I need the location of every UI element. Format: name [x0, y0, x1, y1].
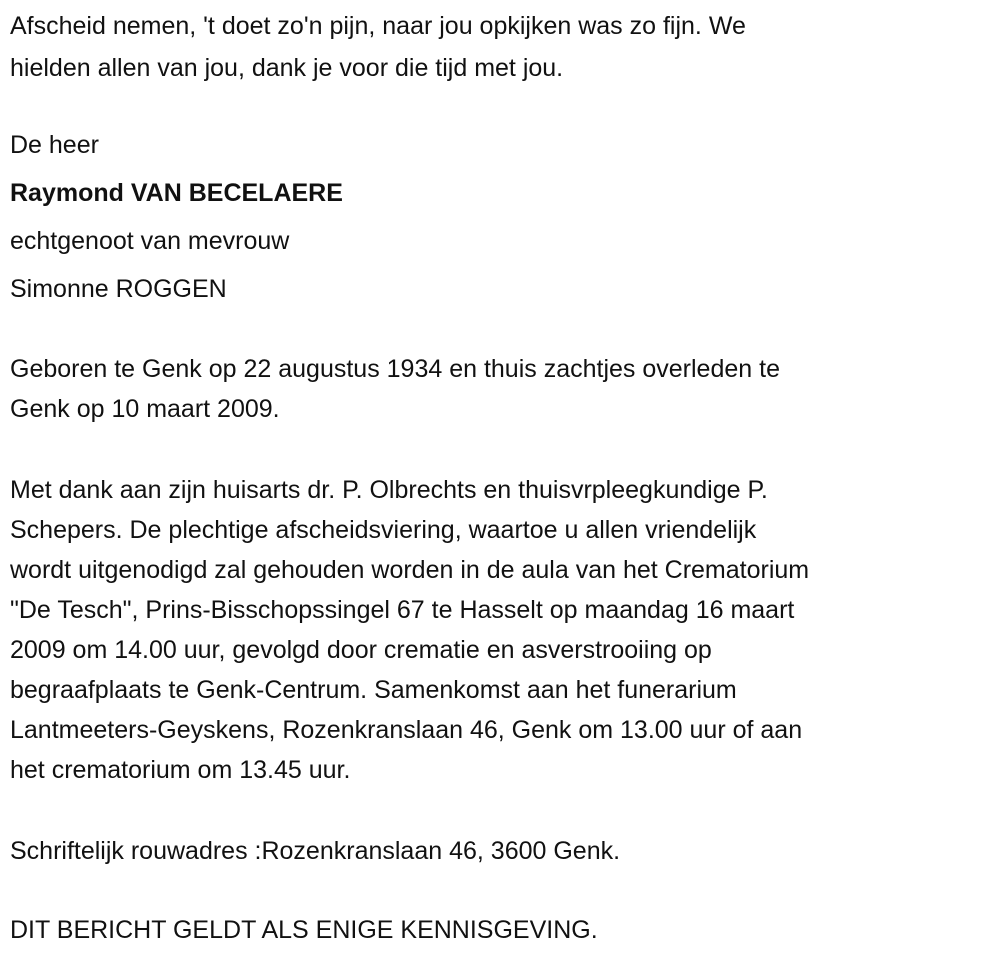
- ceremony-line: begraafplaats te Genk-Centrum. Samenkomst aan het funerarium: [10, 676, 737, 704]
- verse: [10, 5, 1000, 89]
- ceremony-line: wordt uitgenodigd zal gehouden worden in de aula van het Crematorium: [10, 556, 810, 584]
- birth-death-line: Genk op 10 maart 2009.: [10, 395, 280, 423]
- ceremony-details: [10, 470, 1000, 790]
- notice-line: DIT BERICHT GELDT ALS ENIGE KENNISGEVING.: [10, 916, 598, 944]
- ceremony-line: "De Tesch", Prins-Bisschopssingel 67 te Hasselt op maandag 16 maart: [10, 596, 795, 624]
- ceremony-line: Met dank aan zijn huisarts dr. P. Olbrechts en thuisvrpleegkundige P.: [10, 476, 768, 504]
- address-line: Schriftelijk rouwadres :Rozenkranslaan 46, 3600 Genk.: [10, 837, 621, 865]
- title-prefix: De heer: [10, 131, 99, 159]
- verse-line: Afscheid nemen, 't doet zo'n pijn, naar jou opkijken was zo fijn. We: [10, 12, 746, 40]
- condolence-address: [10, 831, 1000, 871]
- ceremony-line: Lantmeeters-Geyskens, Rozenkranslaan 46, Genk om 13.00 uur of aan: [10, 716, 803, 744]
- birth-death-line: Geboren te Genk op 22 augustus 1934 en thuis zachtjes overleden te: [10, 355, 780, 383]
- spouse-label: echtgenoot van mevrouw: [10, 227, 290, 255]
- ceremony-line: het crematorium om 13.45 uur.: [10, 756, 351, 784]
- deceased-info: [10, 121, 1000, 313]
- ceremony-line: Schepers. De plechtige afscheidsviering, waartoe u allen vriendelijk: [10, 516, 757, 544]
- notice: [10, 910, 1000, 950]
- spouse-name: Simonne ROGGEN: [10, 275, 227, 303]
- deceased-name: Raymond VAN BECELAERE: [10, 179, 343, 207]
- verse-line: hielden allen van jou, dank je voor die tijd met jou.: [10, 54, 564, 82]
- birth-death: [10, 349, 1000, 429]
- ceremony-line: 2009 om 14.00 uur, gevolgd door crematie en asverstrooiing op: [10, 636, 712, 664]
